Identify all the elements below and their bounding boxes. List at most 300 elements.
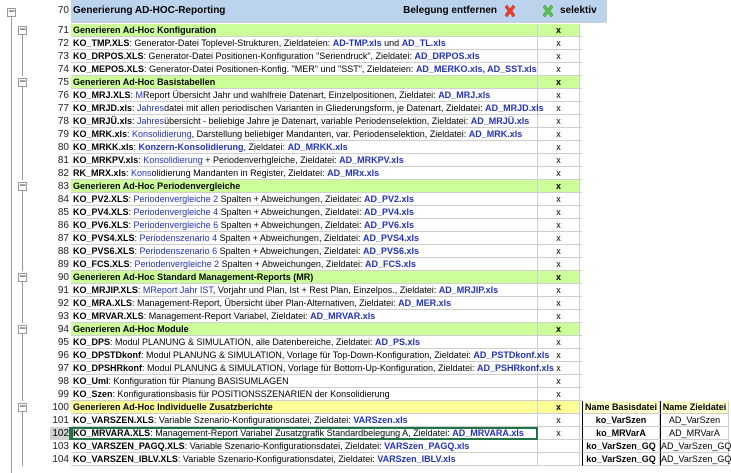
cell-text: : [132, 102, 138, 113]
selective-cell[interactable] [538, 245, 580, 258]
base-file-cell[interactable]: ko_VarSzen [582, 414, 660, 427]
file-reference: VARSzen.xls [353, 414, 408, 425]
selective-cell[interactable] [538, 24, 580, 37]
file-reference: Periodenvergleiche 2 [134, 258, 220, 269]
cell-text: KO_MRJD.xls [73, 102, 133, 113]
file-reference: Jahres [137, 102, 165, 113]
cell-text: KO_PVS6.XLS [73, 245, 135, 256]
row-number[interactable]: 72 [57, 37, 69, 49]
selective-cell[interactable] [538, 141, 580, 154]
file-reference: AD_MRJIP.xls [438, 284, 499, 295]
row-number[interactable]: 87 [57, 232, 69, 244]
cell-text: : [129, 258, 135, 269]
spacer-cell [580, 388, 582, 401]
cell-text: und [381, 37, 402, 48]
collapse-group-button[interactable]: − [19, 24, 27, 35]
spacer-cell [580, 271, 582, 284]
spacer-cell [580, 375, 582, 388]
row-number[interactable]: 100 [52, 401, 69, 413]
row-number[interactable]: 93 [57, 310, 69, 322]
row-number[interactable]: 71 [57, 24, 69, 36]
selective-cell[interactable] [538, 414, 580, 427]
cell-text: : [132, 115, 138, 126]
cell-text: KO_DPS [73, 336, 111, 347]
selective-cell[interactable] [538, 440, 580, 453]
spacer-cell [580, 323, 582, 336]
description-cell[interactable] [71, 50, 538, 63]
cell-text: olidierung Mandanten in Register, Zieldatei: [151, 167, 328, 178]
description-cell[interactable] [71, 193, 538, 206]
cell-text: Report Übersicht Jahr und wahlfreie Datenart, Einzelpositionen, Zieldatei: [143, 89, 439, 100]
spacer-cell [580, 37, 582, 50]
row-number[interactable]: 89 [57, 258, 69, 270]
cell-text: KO_MRK.xls [73, 128, 128, 139]
cell-text: Generieren Ad-Hoc Basistabellen [73, 76, 216, 87]
selective-label: selektiv [560, 5, 597, 16]
cell-text: KO_MRJIP.XLS [73, 284, 138, 295]
cell-text: : Generator-Datei Positionen-Konfiguration "Seriendruck", Zieldatei: [143, 50, 415, 61]
spacer-cell [580, 154, 582, 167]
cell-text: : Konfigurationsbasis für POSITIONSSZENARIEN der Konsolidierung [112, 388, 390, 399]
cell-text: KO_VARSZEN_PAGQ.XLS [73, 440, 185, 451]
selection-mark: x [556, 284, 561, 295]
file-reference: AD_MRJD.xls [485, 102, 544, 113]
cell-text: : Modul PLANUNG & SIMULATION, Vorlage für Bottom-Up-Konfiguration, Zieldatei: [142, 362, 477, 373]
base-file-cell[interactable]: Name Basisdatei [582, 401, 660, 414]
selection-mark: x [556, 63, 561, 74]
cell-text: Spalten + Abweichungen, Zieldatei: [217, 232, 363, 243]
selection-mark: x [556, 219, 561, 230]
spacer-cell [580, 349, 582, 362]
cell-text: Spalten + Abweichungen, Zieldatei: [218, 193, 364, 204]
cell-text: übersicht - beliebige Jahre je Datenart, variable Periodenselektion, Zieldatei: [164, 115, 471, 126]
outline-line [22, 35, 23, 76]
description-cell[interactable] [71, 115, 538, 128]
spacer-cell [580, 297, 582, 310]
cell-text: + Periodenverhgleiche, Zieldatei: [202, 154, 340, 165]
description-cell[interactable] [71, 63, 538, 76]
description-cell[interactable] [71, 440, 538, 453]
selection-mark: x [555, 401, 561, 412]
file-reference: AD_PSTDkonf.xls [473, 349, 550, 360]
selection-mark: x [556, 362, 561, 373]
file-reference: Periodenszenario 4 [139, 232, 218, 243]
spacer-cell [580, 24, 582, 37]
target-file-cell[interactable]: Name Zieldatei [660, 401, 729, 414]
cell-text: : [133, 141, 139, 152]
cell-text: Spalten + Abweichungen, Zieldatei: [218, 206, 364, 217]
file-reference: AD_MRK.xls [468, 128, 523, 139]
selection-mark: x [555, 24, 561, 35]
selective-cell[interactable] [538, 323, 580, 336]
selective-cell[interactable] [538, 102, 580, 115]
selection-mark: x [556, 414, 561, 425]
description-cell[interactable] [71, 180, 538, 193]
cell-text: KO_MRKK.xls [73, 141, 134, 152]
row-number[interactable]: 96 [57, 349, 69, 361]
row-number[interactable]: 78 [57, 115, 69, 127]
row-number[interactable]: 103 [52, 440, 69, 452]
cell-text: KO_MEPOS.XLS [73, 63, 145, 74]
selective-cell[interactable] [538, 76, 580, 89]
cell-text: : Management-Report Variabel, Zieldatei: [143, 310, 311, 321]
selection-mark: x [556, 37, 561, 48]
description-cell[interactable] [71, 362, 555, 375]
file-reference: M [135, 89, 144, 100]
row-number[interactable]: 83 [57, 180, 69, 192]
target-file-cell[interactable]: AD_VarSzen_GQ [661, 453, 731, 464]
file-reference: AD_FCS.xls [364, 258, 416, 269]
description-cell[interactable] [71, 388, 538, 401]
outline-line [22, 412, 23, 466]
selective-cell[interactable] [538, 336, 580, 349]
selective-cell[interactable] [538, 375, 580, 388]
file-reference: Konzern-Konsolidierung [138, 141, 244, 152]
selection-mark: x [556, 102, 561, 113]
spacer-cell [580, 63, 582, 76]
cell-text: : [128, 206, 134, 217]
description-cell[interactable] [71, 271, 538, 284]
description-cell[interactable] [71, 349, 550, 362]
cell-text: KO_MRA.XLS [73, 297, 133, 308]
selection-mark: x [556, 297, 561, 308]
file-reference: AD_PS.xls [374, 336, 420, 347]
spacer-cell [580, 258, 582, 271]
file-reference: VARSzen_IBLV.xls [377, 453, 456, 464]
file-reference: AD_MRJÜ.xls [470, 115, 530, 126]
description-cell[interactable] [71, 24, 538, 37]
collapse-group-button[interactable]: − [19, 76, 27, 87]
file-reference: AD-TMP.xls [332, 37, 382, 48]
collapse-group-button[interactable]: − [19, 271, 27, 282]
selection-mark: x [556, 141, 561, 152]
spacer-cell [580, 362, 582, 375]
collapse-group-button[interactable]: − [19, 180, 27, 191]
cell-text: KO_PV2.XLS [73, 193, 129, 204]
selection-mark: x [556, 89, 561, 100]
cell-text: : Generator-Datei Positionen-Konfig. "MER" und "SST", Zieldateien: [144, 63, 416, 74]
description-cell[interactable] [71, 284, 538, 297]
row-number[interactable]: 81 [57, 154, 69, 166]
cell-text: : [128, 219, 134, 230]
selection-mark: x [556, 245, 561, 256]
cell-text: datei mit allen periodischen Varianten in Gliederungsform, je Datenart, Zieldatei: [164, 102, 486, 113]
spacer-cell [580, 206, 582, 219]
description-cell[interactable] [71, 219, 538, 232]
cell-text: : Variable Szenario-Konfigurationsdatei, Zieldatei: [184, 440, 385, 451]
row-number[interactable]: 90 [57, 271, 69, 283]
cell-text: : [138, 154, 144, 165]
row-number[interactable]: 99 [57, 388, 69, 400]
description-cell[interactable] [71, 297, 538, 310]
row-number[interactable]: 75 [57, 76, 69, 88]
row-number[interactable]: 77 [57, 102, 69, 114]
cell-text: KO_MRJ.XLS [73, 89, 131, 100]
selective-cell[interactable] [538, 206, 580, 219]
cell-text: KO_DPSTDkonf [73, 349, 142, 360]
row-number[interactable]: 86 [57, 219, 69, 231]
spacer-cell [580, 245, 582, 258]
selective-cell[interactable] [538, 297, 580, 310]
description-cell[interactable] [71, 414, 538, 427]
cell-text: KO_FCS.XLS [73, 258, 130, 269]
selective-cell[interactable] [538, 362, 580, 375]
spacer-cell [580, 284, 582, 297]
selection-mark: x [556, 154, 561, 165]
row-number[interactable]: 91 [57, 284, 69, 296]
row-number[interactable]: 79 [57, 128, 69, 140]
cell-text: KO_Uml [73, 375, 109, 386]
cell-text: Generieren Ad-Hoc Konfiguration [73, 24, 217, 35]
cell-text: Generieren Ad-Hoc Individuelle Zusatzberichte [73, 401, 273, 412]
selective-cell[interactable] [538, 37, 580, 50]
selective-cell[interactable] [538, 167, 580, 180]
file-reference: AD_MRJ.xls [438, 89, 491, 100]
cell-text: KO_PVS4.XLS [73, 232, 135, 243]
collapse-group-button[interactable]: − [8, 7, 16, 17]
description-cell[interactable] [71, 141, 538, 154]
file-reference: AD_PV6.xls [363, 219, 414, 230]
cell-text: , Vorjahr und Plan, Ist + Rest Plan, Einzelpos., Zieldatei: [212, 284, 439, 295]
spacer-cell [580, 89, 582, 102]
selective-cell[interactable] [538, 232, 580, 245]
file-reference: VARSzen_PAGQ.xls [384, 440, 470, 451]
cell-text: : Modul PLANUNG & SIMULATION, alle Datenbereiche, Zieldatei: [110, 336, 375, 347]
selection-mark: x [556, 232, 561, 243]
outline-line [22, 334, 23, 401]
description-cell[interactable] [71, 128, 538, 141]
row-number[interactable]: 82 [57, 167, 69, 179]
spacer-cell [580, 76, 582, 89]
file-reference: AD_MERKO.xls, AD_SST.xls [415, 63, 537, 74]
selection-mark: x [556, 115, 561, 126]
file-reference: Konsolidierung [132, 128, 192, 139]
description-cell[interactable] [71, 258, 538, 271]
file-reference: AD_MRVAR.xls [310, 310, 376, 321]
description-cell[interactable] [71, 37, 538, 50]
cell-text: : Generator-Datei Toplevel-Strukturen, Zieldateien: [129, 37, 333, 48]
file-reference: AD_MER.xls [398, 297, 452, 308]
cell-text: : [134, 232, 140, 243]
target-file-cell[interactable]: AD_VarSzen_GQ [661, 440, 731, 451]
cell-text: : Modul PLANUNG & SIMULATION, Vorlage für Top-Down-Konfiguration, Zieldatei: [141, 349, 474, 360]
description-cell[interactable] [71, 427, 538, 440]
green-x-icon[interactable] [541, 4, 555, 18]
cell-text: KO_Szen [73, 388, 113, 399]
row-number[interactable]: 85 [57, 206, 69, 218]
selection-mark: x [555, 76, 561, 87]
selective-cell[interactable] [538, 50, 580, 63]
row-number[interactable]: 74 [57, 63, 69, 75]
selective-cell[interactable] [538, 180, 580, 193]
header-title: Generierung AD-HOC-Reporting [73, 5, 226, 16]
cell-text: : Management-Report Variabel Zusatzgrafik Standardbelegung A, Zieldatei: [150, 427, 453, 438]
cell-text: RK_MRX.xls [73, 167, 127, 178]
cell-text: : [137, 284, 143, 295]
selective-cell[interactable] [538, 388, 580, 401]
spacer-cell [580, 102, 582, 115]
file-reference: AD_PV2.xls [363, 193, 414, 204]
description-cell[interactable] [71, 375, 538, 388]
selective-cell[interactable] [538, 154, 580, 167]
file-reference: AD_DRPOS.xls [414, 50, 480, 61]
description-cell[interactable] [71, 336, 538, 349]
description-cell[interactable] [71, 453, 538, 466]
selective-cell[interactable] [538, 193, 580, 206]
cell-text: KO_DPSHRkonf [73, 362, 143, 373]
cell-text: Generieren Ad-Hoc Standard Management-Reports (MR) [73, 271, 314, 282]
cell-text: KO_VARSZEN_IBLV.XLS [73, 453, 178, 464]
row-number[interactable]: 76 [57, 89, 69, 101]
selective-cell[interactable] [538, 453, 580, 466]
base-file-cell[interactable]: ko_MRVarA [582, 427, 660, 440]
file-reference: AD_TL.xls [401, 37, 446, 48]
cell-text: KO_VARSZEN.XLS [73, 414, 154, 425]
base-file-cell[interactable]: ko_VarSzen_GQ [582, 440, 660, 453]
spacer-cell [580, 193, 582, 206]
selection-mark: x [556, 167, 561, 178]
description-cell[interactable] [71, 206, 538, 219]
header-selective-cell[interactable] [538, 0, 607, 23]
target-file-cell[interactable]: AD_MRVarA [660, 427, 729, 440]
file-reference: Periodenszenario 6 [139, 245, 218, 256]
row-number[interactable]: 88 [57, 245, 69, 257]
file-reference: Periodenvergleiche 6 [133, 219, 219, 230]
selection-mark: x [555, 271, 561, 282]
selection-mark: x [555, 180, 561, 191]
file-reference: AD_MRKK.xls [287, 141, 348, 152]
cell-text: KO_DRPOS.XLS [73, 50, 144, 61]
selection-mark: x [556, 336, 561, 347]
spacer-cell [580, 50, 582, 63]
cell-text: : Variable Szenario-Konfigurationsdatei, Zieldatei: [177, 453, 378, 464]
selection-mark: x [556, 427, 561, 438]
cell-text: : Variable Szenario-Konfigurationsdatei, Zieldatei: [153, 414, 354, 425]
outline-line [22, 191, 23, 271]
target-file-cell[interactable]: AD_VarSzen [660, 414, 729, 427]
selection-mark: x [556, 206, 561, 217]
description-cell[interactable] [71, 310, 538, 323]
selective-cell[interactable] [538, 63, 580, 76]
description-cell[interactable] [71, 167, 538, 180]
description-cell[interactable] [71, 102, 544, 115]
header-title-cell[interactable] [71, 0, 538, 23]
cell-text: Generieren Ad-Hoc Module [73, 323, 189, 334]
selective-cell[interactable] [538, 89, 580, 102]
cell-text: : [126, 167, 132, 178]
row-number[interactable]: 101 [52, 414, 69, 426]
description-cell[interactable] [71, 245, 538, 258]
selective-cell[interactable] [538, 310, 580, 323]
description-cell[interactable] [71, 154, 538, 167]
row-number[interactable]: 70 [57, 5, 69, 16]
description-cell[interactable] [71, 232, 538, 245]
file-reference: Kons [131, 167, 152, 178]
selective-cell[interactable] [538, 427, 580, 440]
selection-mark: x [555, 323, 561, 334]
cell-text: KO_MRVARA.XLS [73, 427, 151, 438]
selective-cell[interactable] [538, 115, 580, 128]
row-number[interactable]: 73 [57, 50, 69, 62]
cell-text: KO_MRVAR.XLS [73, 310, 144, 321]
row-number[interactable]: 94 [57, 323, 69, 335]
spacer-cell [580, 141, 582, 154]
file-reference: Jahres [137, 115, 165, 126]
spacer-cell [580, 232, 582, 245]
row-number[interactable]: 84 [57, 193, 69, 205]
cell-text: : [134, 245, 140, 256]
selective-cell[interactable] [538, 219, 580, 232]
spacer-cell [580, 180, 582, 193]
cell-text: KO_PV6.XLS [73, 219, 129, 230]
description-cell[interactable] [71, 89, 538, 102]
description-cell[interactable] [71, 76, 538, 89]
cell-text: Generieren Ad-Hoc Periodenvergleiche [73, 180, 241, 191]
outline-line [22, 87, 23, 180]
row-number[interactable]: 97 [57, 362, 69, 374]
file-reference: Periodenvergleiche 4 [133, 206, 219, 217]
row-number[interactable]: 98 [57, 375, 69, 387]
cell-text: Spalten + Abweichungen, Zieldatei: [218, 219, 364, 230]
cell-text: KO_PV4.XLS [73, 206, 129, 217]
row-number[interactable]: 92 [57, 297, 69, 309]
file-reference: Periodenvergleiche 2 [133, 193, 219, 204]
base-file-cell[interactable]: ko_VarSzen_GQ [582, 453, 660, 466]
file-reference: AD_PVS6.xls [362, 245, 419, 256]
outline-gutter [0, 0, 30, 473]
file-reference: Konsolidierung [143, 154, 203, 165]
file-reference: AD_PSHRkonf.xls [476, 362, 555, 373]
selection-mark: x [556, 310, 561, 321]
cell-text: : Konfiguration für Planung BASISUMLAGEN [108, 375, 289, 386]
file-reference: AD_PVS4.xls [362, 232, 419, 243]
selective-cell[interactable] [538, 349, 580, 362]
selection-mark: x [556, 388, 561, 399]
cell-text: : [128, 193, 134, 204]
selection-mark: x [556, 50, 561, 61]
spacer-cell [580, 336, 582, 349]
cell-text: : [127, 128, 133, 139]
file-reference: AD_MRx.xls [327, 167, 380, 178]
selective-cell[interactable] [538, 128, 580, 141]
selection-mark: x [556, 258, 561, 269]
collapse-group-button[interactable]: − [19, 323, 27, 334]
selective-cell[interactable] [538, 284, 580, 297]
selective-cell[interactable] [538, 401, 580, 414]
description-cell[interactable] [71, 401, 538, 414]
row-number[interactable]: 104 [52, 453, 69, 465]
selective-cell[interactable] [538, 271, 580, 284]
remove-assignment-label: Belegung entfernen [403, 5, 497, 16]
row-number[interactable]: 102 [50, 427, 71, 440]
cell-text: Spalten + Abweichungen, Zieldatei: [219, 258, 365, 269]
selection-mark: x [556, 193, 561, 204]
cell-text: KO_MRJÜ.xls [73, 115, 133, 126]
row-number[interactable]: 95 [57, 336, 69, 348]
spacer-cell [580, 219, 582, 232]
spacer-cell [580, 167, 582, 180]
row-number[interactable]: 80 [57, 141, 69, 153]
outline-line [11, 17, 12, 473]
collapse-group-button[interactable]: − [19, 401, 27, 412]
cell-text: : [130, 89, 136, 100]
selective-cell[interactable] [538, 258, 580, 271]
selection-mark: x [556, 128, 561, 139]
outline-line [22, 282, 23, 323]
description-cell[interactable] [71, 323, 538, 336]
spacer-cell [580, 128, 582, 141]
red-x-icon[interactable] [503, 4, 517, 18]
